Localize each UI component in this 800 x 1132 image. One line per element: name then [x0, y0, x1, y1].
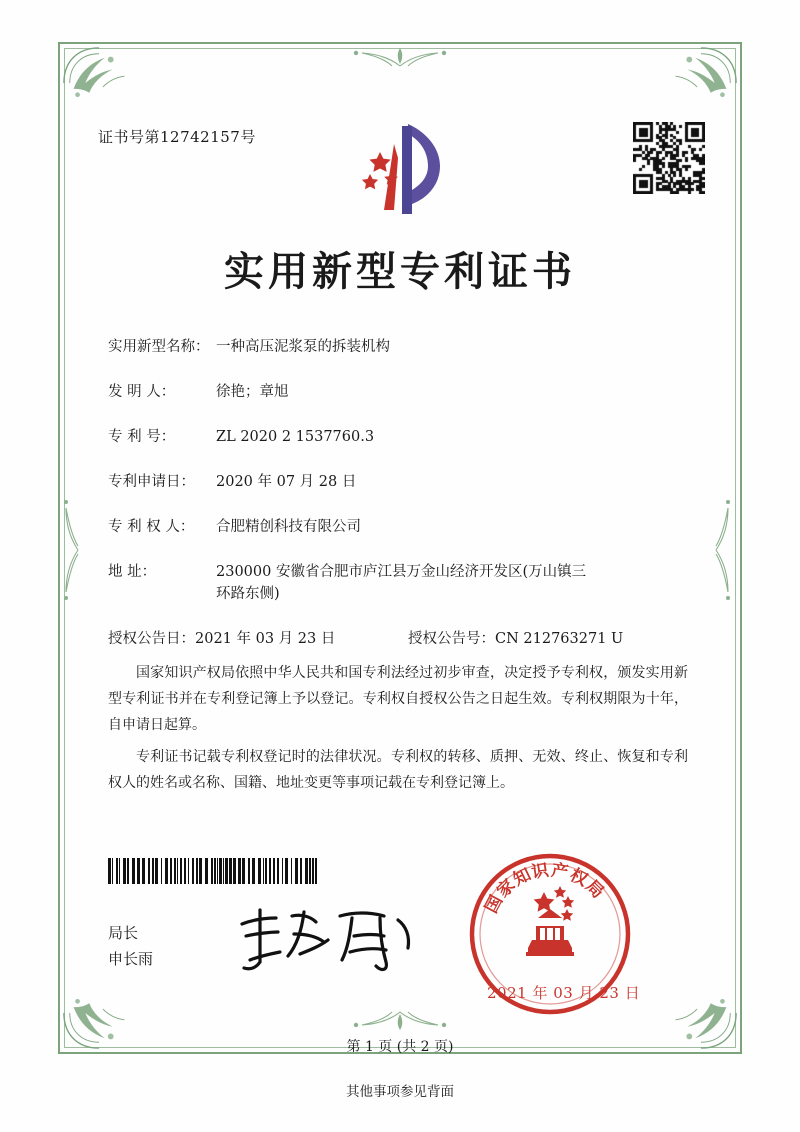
barcode-icon — [108, 858, 318, 884]
svg-text:识: 识 — [530, 860, 551, 883]
corner-ornament-icon — [662, 44, 740, 122]
director-name-label: 申长雨 — [108, 950, 154, 968]
field-label: 实用新型名称： — [108, 339, 210, 355]
field-row — [108, 471, 688, 493]
field-label: 专 利 号： — [108, 429, 176, 445]
grant-notice-row — [108, 628, 688, 650]
edge-ornament-icon — [300, 44, 500, 70]
certificate-fields — [108, 336, 688, 650]
field-value — [216, 336, 688, 358]
paragraph-2: 专利证书记载专利权登记时的法律状况。专利权的转移、质押、无效、终止、恢复和专利权人的姓名或名称、国籍、地址变更等事项记载在专利登记簿上。 — [108, 749, 688, 791]
field-value — [216, 471, 688, 493]
svg-text:国: 国 — [481, 892, 508, 917]
signature-labels — [108, 920, 153, 972]
field-value-line1: 230000 安徽省合肥市庐江县万金山经济开发区(万山镇三 — [216, 564, 587, 580]
svg-text:产: 产 — [549, 860, 570, 883]
field-row-address — [108, 561, 688, 605]
field-label: 专 利 权 人： — [108, 519, 195, 535]
cnipa-logo-icon — [350, 118, 454, 218]
certificate-number: 证书号第12742157号 — [98, 128, 256, 146]
footnote: 其他事项参见背面 — [346, 1084, 454, 1100]
corner-ornament-icon — [60, 44, 138, 122]
field-row — [108, 426, 688, 448]
field-row — [108, 381, 688, 403]
field-value-line1: ZL 2020 2 1537760.3 — [216, 429, 375, 445]
handwritten-signature-icon — [230, 900, 420, 978]
edge-ornament-icon — [58, 480, 84, 620]
field-value-line1: 徐艳；章旭 — [216, 384, 289, 400]
field-value — [216, 381, 688, 403]
field-value — [216, 426, 688, 448]
field-row — [108, 516, 688, 538]
field-value-line1: 合肥精创科技有限公司 — [216, 519, 361, 535]
page-title: 实用新型专利证书 — [224, 248, 576, 295]
field-row — [108, 336, 688, 358]
qr-code-icon — [633, 122, 705, 194]
edge-ornament-icon — [710, 480, 736, 620]
field-value-line1: 一种高压泥浆泵的拆装机构 — [216, 339, 390, 355]
grant-date: 授权公告日：2021 年 03 月 23 日 — [108, 631, 336, 647]
field-value-line2: 环路东侧) — [216, 586, 280, 602]
field-value-line1: 2020 年 07 月 28 日 — [216, 474, 357, 490]
paragraph-1: 国家知识产权局依照中华人民共和国专利法经过初步审查，决定授予专利权，颁发实用新型专利证书并在专利登记簿上予以登记。专利权自授权公告之日起生效。专利权期限为十年，自申请日起算。 — [108, 665, 688, 733]
svg-text:家: 家 — [493, 875, 520, 902]
grant-number: 授权公告号：CN 212763271 U — [408, 631, 624, 647]
seal-date: 2021 年 03 月 23 日 — [487, 984, 641, 1002]
legal-paragraphs — [108, 660, 688, 802]
svg-text:权: 权 — [566, 865, 591, 891]
svg-text:局: 局 — [581, 876, 608, 903]
page-number: 第 1 页 (共 2 页) — [346, 1039, 454, 1055]
field-value — [216, 561, 688, 605]
field-label: 专利申请日： — [108, 474, 195, 490]
field-label: 地 址： — [108, 564, 157, 580]
svg-text:知: 知 — [510, 864, 535, 891]
field-value — [216, 516, 688, 538]
director-title-label: 局长 — [108, 924, 139, 942]
field-label: 发 明 人： — [108, 384, 176, 400]
